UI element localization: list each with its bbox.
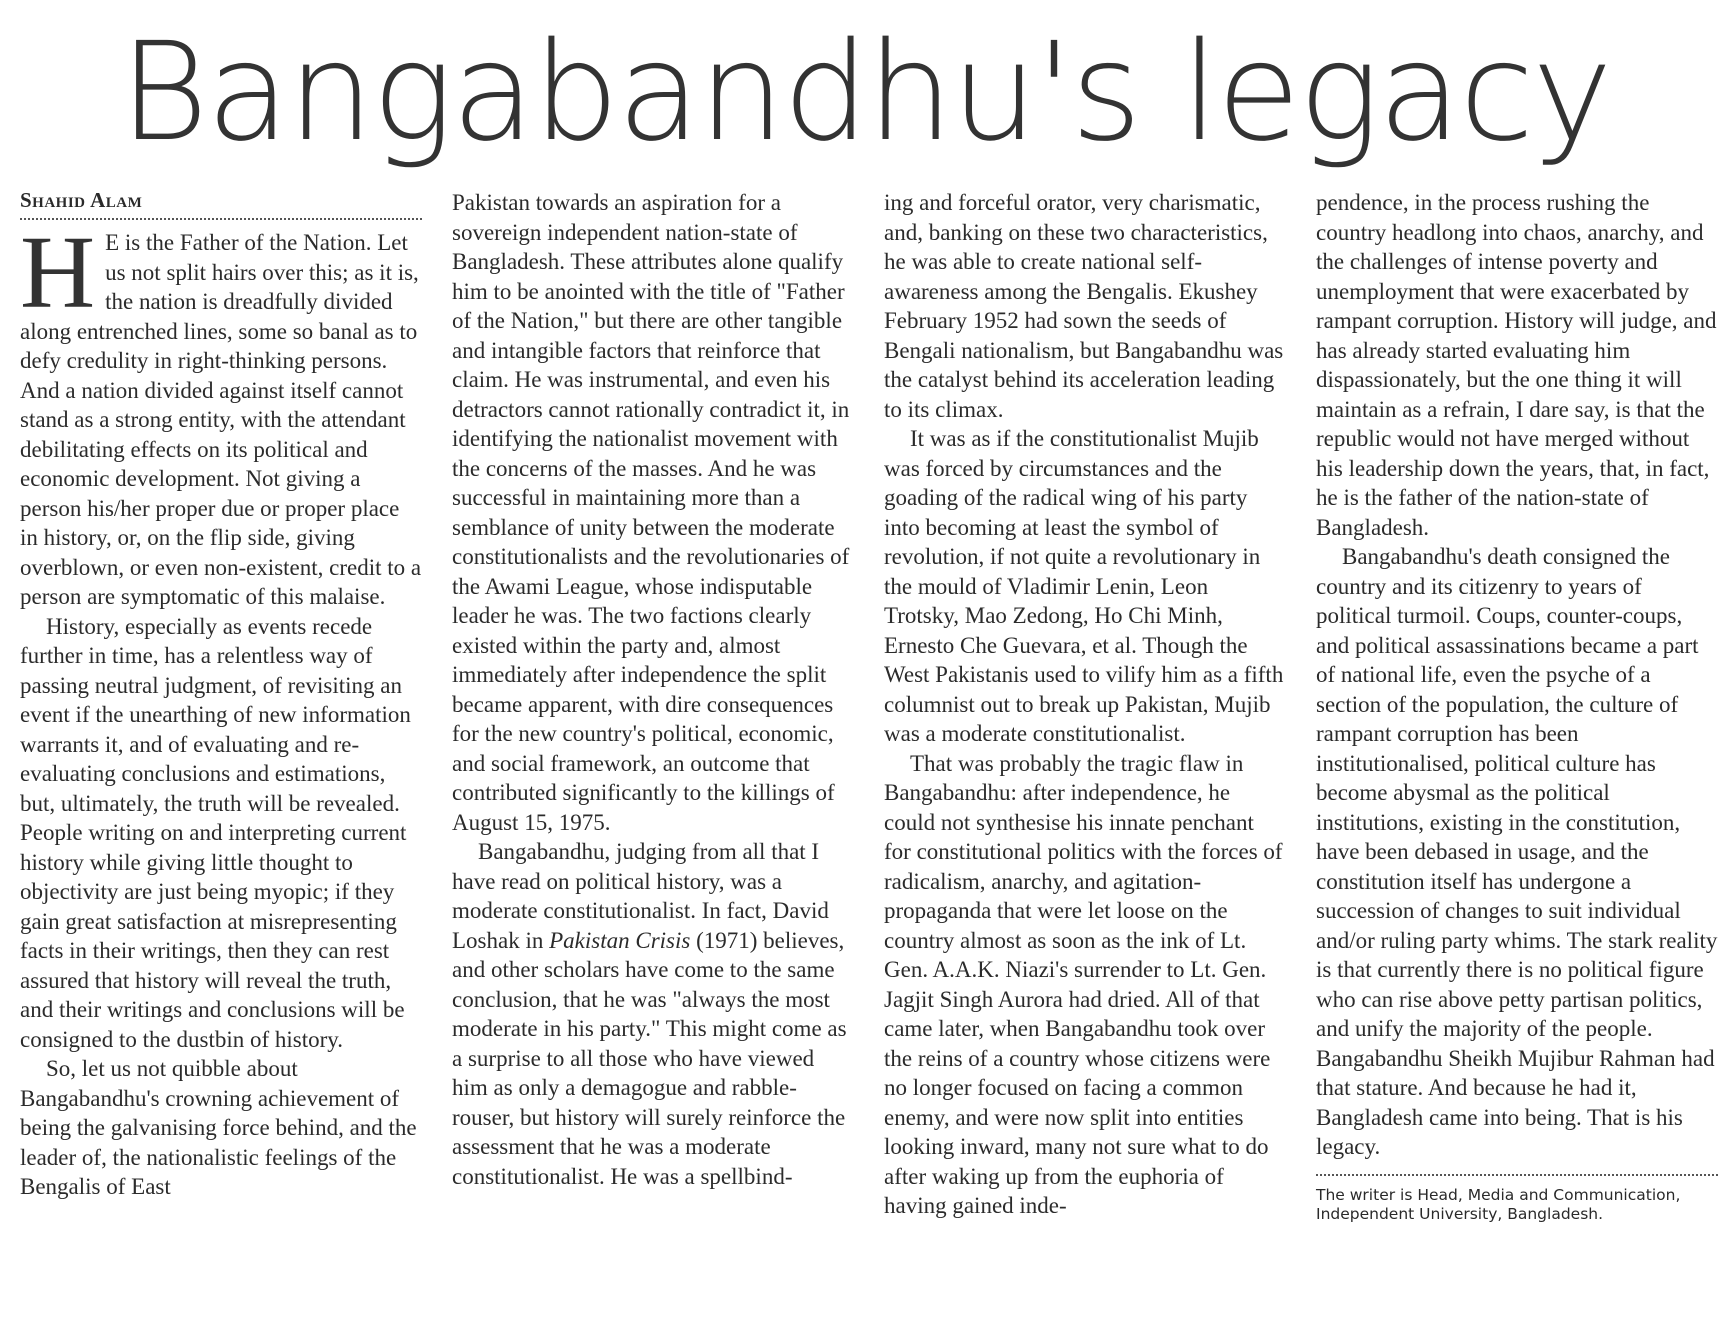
author-byline: Shahid Alam [20, 188, 422, 220]
footnote-divider [1316, 1174, 1718, 1176]
article-paragraph [20, 215, 422, 612]
article-paragraph: It was as if the constitutionalist Mujib was forced by circumstances and the goading of the radical wing of his party into becoming at least the symbol of revolution, if not quite a revolutionary in the mould of Vladimir Lenin, Leon Trotsky, Mao Zedong, Ho Chi Minh, Ernesto Che Guevara, et al. Though the West Pakistanis used to vilify him as a fifth columnist out to break up Pakistan, Mujib was a moderate constitutionalist. [884, 426, 1284, 746]
article-column-4 [1316, 188, 1718, 1224]
paragraph-text: (1971) believes, and other scholars have come to the same conclusion, that he was "always the most moderate in his party." This might come as a surprise to all those who have viewed him as only a demagogue and rabble-rouser, but history will surely reinforce the assessment that he was a moderate constitutionalist. He was a spellbind- [452, 927, 847, 1189]
article-column-3 [884, 188, 1286, 1221]
paragraph-text: E is the Father of the Nation. Let us not split hairs over this; as it is, the nation is dreadfully divided along entrenched lines, some so banal as to defy credulity in right-thinking persons. And a nation divided against itself cannot stand as a strong entity, with the attendant debilitating effects on its political and economic development. Not giving a person his/her proper due or proper place in history, or, on the flip side, giving overblown, or even non-existent, credit to a person are symptomatic of this malaise. [20, 230, 422, 609]
footnote-line: Independent University, Bangladesh. [1316, 1204, 1604, 1223]
article-paragraph: Pakistan towards an aspiration for a sovereign independent nation-state of Bangladesh. These attributes alone qualify him to be anointed with the title of "Father of the Nation," but there are other tangible and intangible factors that reinforce that claim. He was instrumental, and even his detractors cannot rationally contradict it, in identifying the nationalist movement with the concerns of the masses. And he was successful in maintaining more than a semblance of unity between the moderate constitutionalists and the revolutionaries of the Awami League, whose indisputable leader he was. The two factions clearly existed within the party and, almost immediately after independence the split became apparent, with dire consequences for the new country's political, economic, and social framework, an outcome that contributed significantly to the killings of August 15, 1975. [452, 190, 850, 835]
article-paragraph: History, especially as events recede further in time, has a relentless way of passing neutral judgment, of revisiting an event if the unearthing of new information warrants it, and of evaluating and re-evaluating conclusions and estimations, but, ultimately, the truth will be revealed. People writing on and interpreting current history while giving little thought to objectivity are just being myopic; if they gain great satisfaction at misrepresenting facts in their writings, then they can rest assured that history will reveal the truth, and their writings and conclusions will be consigned to the dustbin of history. [20, 613, 411, 1052]
article-body [20, 188, 1720, 1327]
article-paragraph: Bangabandhu's death consigned the country and its citizenry to years of political turmoil. Coups, counter-coups, and political assassinations became a part of national life, even the psyche of a section of the population, the culture of rampant corruption has been institutionalised, political culture has become abysmal as the political institutions, existing in the constitution, have been debased in usage, and the constitution itself has undergone a succession of changes to suit individual and/or ruling party whims. The stark reality is that currently there is no political figure who can rise above petty partisan politics, and unify the majority of the people. Bangabandhu Sheikh Mujibur Rahman had that stature. And because he had it, Bangladesh came into being. That is his legacy. [1316, 544, 1718, 1159]
paragraph-text: Bangabandhu, judging from all that I have read on political history, was a moderate constitutionalist. In fact, David Loshak in [452, 839, 829, 953]
author-footnote [1316, 1186, 1718, 1224]
article-column-1 [20, 188, 422, 1202]
article-paragraph [452, 837, 854, 1191]
article-paragraph: ing and forceful orator, very charismatic, and, banking on these two characteristics, he was able to create national self-awareness among the Bengalis. Ekushey February 1952 had sown the seeds of Bengali nationalism, but Bangabandhu was the catalyst behind its acceleration leading to its climax. [884, 190, 1284, 422]
drop-cap: H [20, 215, 96, 330]
article-column-2 [452, 188, 854, 1191]
footnote-line: The writer is Head, Media and Communication, [1316, 1185, 1681, 1204]
article-paragraph: That was probably the tragic flaw in Bangabandhu: after independence, he could not synthesise his innate penchant for constitutional politics with the forces of radicalism, anarchy, and agitation-propaganda that were let loose on the country almost as soon as the ink of Lt. Gen. A.A.K. Niazi's surrender to Lt. Gen. Jagjit Singh Aurora had dried. All of that came later, when Bangabandhu took over the reins of a country whose citizens were no longer focused on facing a common enemy, and were now split into entities looking inward, many not sure what to do after waking up from the euphoria of having gained inde- [884, 750, 1283, 1218]
page-title: Bangabandhu's legacy [119, 14, 1611, 172]
article-paragraph: So, let us not quibble about Bangabandhu's crowning achievement of being the galvanising force behind, and the leader of, the nationalistic feelings of the Bengalis of East [20, 1056, 417, 1199]
article-paragraph: pendence, in the process rushing the country headlong into chaos, anarchy, and the challenges of intense poverty and unemployment that were exacerbated by rampant corruption. History will judge, and has already started evaluating him dispassionately, but the one thing it will maintain as a refrain, I dare say, is that the republic would not have merged without his leadership down the years, that, in fact, he is the father of the nation-state of Bangladesh. [1316, 190, 1717, 540]
book-title: Pakistan Crisis [549, 927, 691, 953]
